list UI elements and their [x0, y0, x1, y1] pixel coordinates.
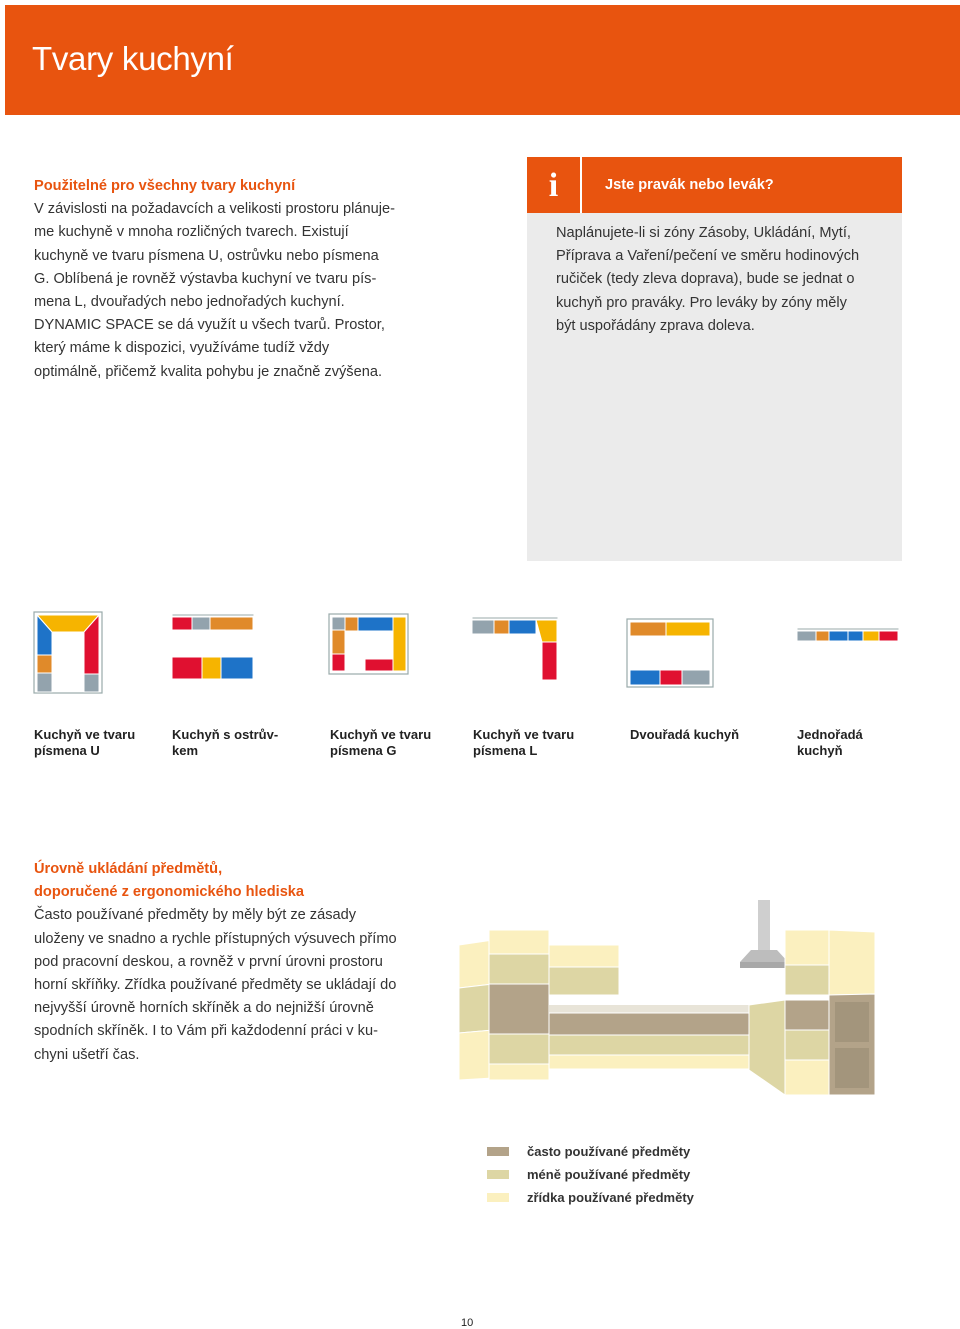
- page-title: Tvary kuchyní: [32, 40, 234, 77]
- kitchen-storage-illustration: [455, 900, 885, 1100]
- storage-body: Často používané předměty by měly být ze zásady uloženy ve snadno a rychle přístupných výsuvech přímo pod pracovní deskou, a rovněž v první úrovni prostoru horní skříňky. Zřídka používané předměty se ukládají do nejvyšší úrovně horních skříněk a do nejnižší úrovně spodních skříněk. I to Vám při každodenní práci v ku- chyni ušetří čas.: [34, 907, 397, 1063]
- shape-label-l: Kuchyň ve tvaru písmena L: [473, 727, 575, 758]
- legend-label: často používané předměty: [527, 1144, 691, 1159]
- legend-label: zřídka používané předměty: [527, 1190, 694, 1205]
- legend-swatch-rare: [487, 1193, 509, 1202]
- info-body: Naplánujete-li si zóny Zásoby, Ukládání, Mytí, Příprava a Vaření/pečení ve směru hodinových ručiček (tedy zleva doprava), bude se jednat o kuchyň pro praváky. Pro leváky by zóny měly být uspořádány zprava doleva.: [556, 225, 860, 334]
- intro-section: [34, 175, 414, 384]
- info-divider: [580, 157, 582, 213]
- storage-heading-line2: doporučené z ergonomického hlediska: [34, 884, 305, 901]
- shape-label-double-row: Dvouřadá kuchyň: [630, 727, 740, 742]
- legend-swatch-frequent: [487, 1147, 509, 1156]
- shape-label-u: Kuchyň ve tvaru písmena U: [34, 727, 136, 758]
- shape-double-row-diagram: [627, 619, 713, 687]
- legend-item: [487, 1140, 694, 1163]
- legend-swatch-less-frequent: [487, 1170, 509, 1179]
- intro-body: V závislosti na požadavcích a velikosti prostoru plánuje- me kuchyně v mnoha rozličných tvarech. Existují kuchyně ve tvaru písmena U, ostrůvku nebo písmena G. Oblíbená je rovněž výstavba kuchyní ve tvaru pís- mena L, dvouřadých nebo jednořadých kuchyní. DYNAMIC SPACE se dá využít u všech tvarů. Prostor, který máme k dispozici, využíváme tudíž vždy optimálně, přičemž kvalita pohybu je značně zvýšena.: [34, 201, 395, 380]
- legend-item: [487, 1186, 694, 1209]
- info-box: [527, 157, 902, 561]
- shape-l-diagram: [472, 617, 558, 680]
- shape-label-island: Kuchyň s ostrův- kem: [172, 727, 279, 758]
- storage-section: [34, 858, 424, 1067]
- intro-heading: Použitelné pro všechny tvary kuchyní: [34, 178, 296, 194]
- page-number: 10: [461, 1317, 474, 1329]
- shape-label-single-row: Jednořadá kuchyň: [797, 727, 863, 758]
- legend: [487, 1140, 694, 1209]
- kitchen-shapes-diagram: [0, 600, 960, 700]
- legend-item: [487, 1163, 694, 1186]
- shape-g-diagram: [329, 614, 408, 674]
- info-title: Jste pravák nebo levák?: [605, 177, 774, 193]
- info-icon: i: [548, 167, 559, 204]
- shape-label-g: Kuchyň ve tvaru písmena G: [330, 727, 432, 758]
- shape-u-diagram: [34, 612, 102, 693]
- storage-heading-line1: Úrovně ukládání předmětů,: [34, 861, 223, 877]
- legend-label: méně používané předměty: [527, 1167, 691, 1182]
- info-header: [527, 157, 902, 213]
- shape-island-diagram: [172, 614, 254, 679]
- shape-single-row-diagram: [797, 628, 899, 641]
